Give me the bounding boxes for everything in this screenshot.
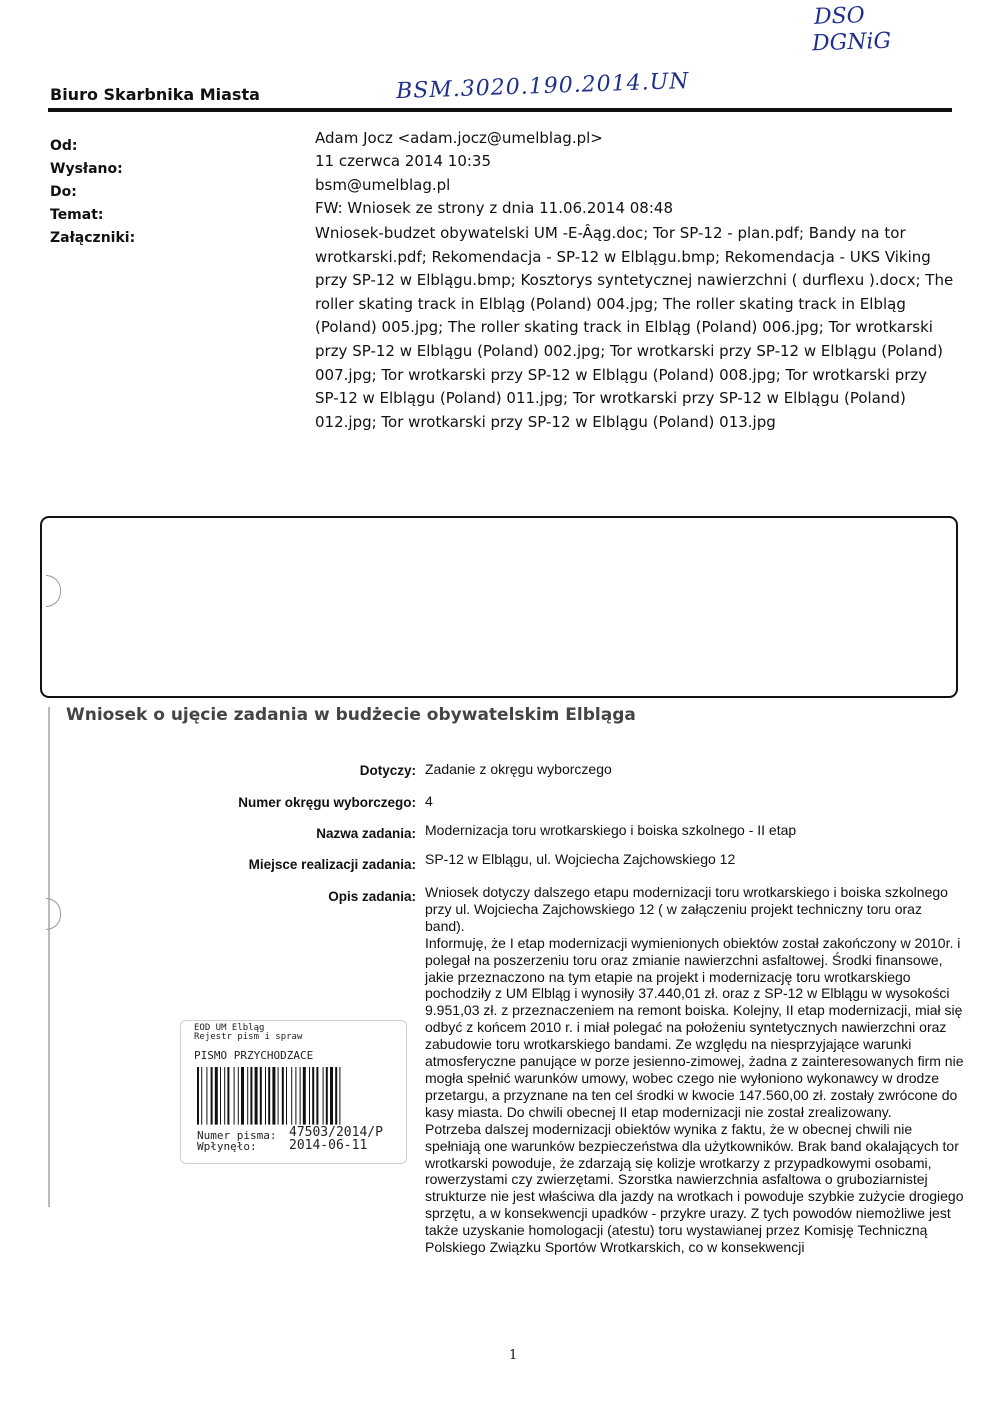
task-name-value: Modernizacja toru wrotkarskiego i boiska szkolnego - II etap	[425, 822, 797, 838]
registration-stamp	[180, 1020, 407, 1164]
concerns-label: Dotyczy:	[359, 763, 416, 778]
stamp-received-label: Wpłynęło:	[197, 1140, 257, 1153]
district-label: Numer okręgu wyborczego:	[238, 795, 416, 810]
stamp-received-value: 2014-06-11	[289, 1138, 368, 1153]
district-value: 4	[425, 793, 433, 809]
location-value: SP-12 w Elblągu, ul. Wojciecha Zajchowskiego 12	[425, 851, 736, 867]
form-heading: Wniosek o ujęcie zadania w budżecie obywatelskim Elbląga	[66, 705, 636, 725]
description-body	[425, 884, 965, 1256]
stamp-register: Rejestr pism i spraw	[194, 1032, 303, 1042]
office-name: Biuro Skarbnika Miasta	[50, 85, 260, 104]
redacted-box	[40, 516, 958, 698]
to-label: Do:	[50, 184, 77, 200]
concerns-value: Zadanie z okręgu wyborczego	[425, 761, 612, 777]
description-label: Opis zadania:	[328, 889, 416, 904]
from-label: Od:	[50, 138, 78, 154]
stamp-number-value: 47503/2014/P	[289, 1125, 383, 1140]
task-name-label: Nazwa zadania:	[316, 826, 416, 841]
sent-value: 11 czerwca 2014 10:35	[315, 152, 492, 170]
description-paragraph: Informuję, że I etap modernizacji wymienionych obiektów został zakończony w 2010r. i polegał na poszerzeniu toru oraz zmianie nawierzchni asfaltowej. Środki finansowe, jakie przeznaczono na tym etapie na projekt i modernizację toru wrotkarskiego pochodziły z UM Elbląg i wynosiły 37.440,01 zł. oraz z SP-12 w Elblągu w wysokości 9.951,03 zł. z przeznaczeniem na remont boiska. Kolejny, II etap modernizacji, miał się odbyć z końcem 2010 r. i miał polegać na położeniu syntetycznych nawierzchni oraz zabudowie toru wrotkarskiego bandami. Ze względu na niesprzyjające warunki atmosferyczne panujące w porze jesienno-zimowej, żadna z zainteresowanych firm nie mogła spełnić warunków umowy, wobec czego nie wyłoniono wykonawcy w drodze przetargu, a przyznane na ten cel środki w kwocie 147.560,00 zł. zostały zwrócone do kasy miasta. Do chwili obecnej II etap modernizacji nie został zrealizowany.	[425, 934, 964, 1120]
punch-hole	[46, 898, 61, 930]
sent-label: Wysłano:	[50, 161, 123, 177]
description-paragraph: Potrzeba dalszej modernizacji obiektów wynika z faktu, że w obecnej chwili nie spełniają one warunków bezpieczeństwa dla użytkowników. Brak band okalających tor wrotkarski powoduje, że zdarzają się kolizje wrotkarzy z przypadkowymi osobami, rowerzystami czy zwierzętami. Szorstka nawierzchnia asfaltowa o gruboziarnistej strukturze nie jest właściwa dla jazdy na wrotkach i powoduje szybkie zużycie drogiego sprzętu, a w konsekwencji upadków - przykre urazy. Z tych powodów niemożliwe jest także uzyskanie homologacji (atestu) toru wystawianej przez Komisję Techniczną Polskiego Związku Sportów Wrotkarskich, co w konsekwencji	[425, 1120, 964, 1256]
attachments-label: Załączniki:	[50, 230, 136, 246]
location-label: Miejsce realizacji zadania:	[248, 857, 416, 872]
form-frame-line	[48, 707, 50, 1207]
stamp-office: EOD UM Elbląg	[194, 1023, 265, 1033]
page-number: 1	[509, 1348, 518, 1363]
stamp-number-label: Numer pisma:	[197, 1129, 277, 1142]
subject-value: FW: Wniosek ze strony z dnia 11.06.2014 08:48	[315, 199, 673, 217]
attachments-list: Wniosek-budzet obywatelski UM -E-Âąg.doc; Tor SP-12 - plan.pdf; Bandy na tor wrotkarski.pdf; Rekomendacja - SP-12 w Elblągu.bmp; Rekomendacja - UKS Viking przy SP-12 w Elblągu.bmp; Kosztorys syntetycznej nawierzchni ( durflexu ).docx; The roller skating track in Elbląg (Poland) 004.jpg; The roller skating track in Elbląg (Poland) 005.jpg; The roller skating track in Elbląg (Poland) 006.jpg; Tor wrotkarski przy SP-12 w Elblągu (Poland) 002.jpg; Tor wrotkarski przy SP-12 w Elblągu (Poland) 007.jpg; Tor wrotkarski przy SP-12 w Elblągu (Poland) 008.jpg; Tor wrotkarski przy SP-12 w Elblągu (Poland) 011.jpg; Tor wrotkarski przy SP-12 w Elblągu (Poland) 012.jpg; Tor wrotkarski przy SP-12 w Elblągu (Poland) 013.jpg	[315, 224, 954, 431]
stamp-document-type: PISMO PRZYCHODZACE	[194, 1049, 314, 1062]
from-value: Adam Jocz <adam.jocz@umelblag.pl>	[315, 129, 603, 147]
subject-label: Temat:	[50, 207, 104, 223]
handwritten-reference-number: BSM.3020.190.2014.UN	[395, 68, 690, 105]
header-divider	[48, 108, 952, 112]
to-value: bsm@umelblag.pl	[315, 176, 451, 194]
handwritten-note-dso: DSO	[813, 3, 866, 30]
description-paragraph: Wniosek dotyczy dalszego etapu modernizacji toru wrotkarskiego i boiska szkolnego przy ul. Wojciecha Zajchowskiego 12 ( w załączeniu projekt techniczny toru oraz band).	[425, 884, 948, 934]
handwritten-note-dgnig: DGNiG	[811, 28, 892, 57]
